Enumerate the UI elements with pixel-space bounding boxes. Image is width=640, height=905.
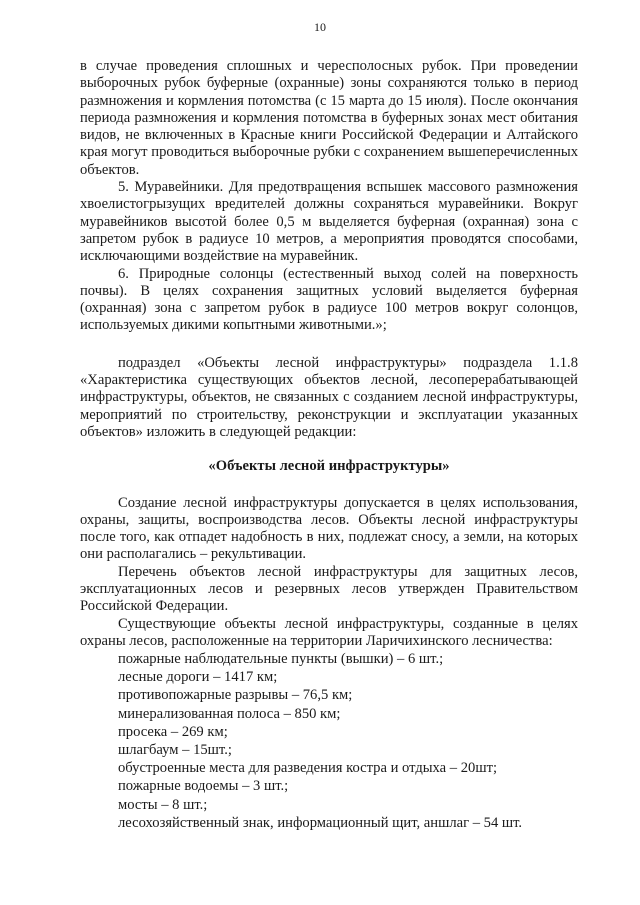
page-number: 10 — [314, 20, 326, 34]
paragraph-anthills: 5. Муравейники. Для предотвращения вспышек массового размножения хвоелистогрызущих вредителей должны сохраняться муравейники. Вокруг муравейников высотой более 0,5 м выделяется буферная (охранная) зона с запретом рубок в радиусе 10 метров, а мероприятия проводятся способами, исключающими воздействие на муравейник. — [80, 179, 578, 265]
paragraph-infrastructure-creation: Создание лесной инфраструктуры допускается в целях использования, охраны, защиты, воспроизводства лесов. Объекты лесной инфраструктуры после того, как отпадет надобность в них, подлежат сносу, а земли, на которых они располагались – рекультивации. — [80, 494, 578, 563]
list-item: лесохозяйственный знак, информационный щит, аншлаг – 54 шт. — [118, 814, 523, 831]
paragraph-subsection-amendment: подраздел «Объекты лесной инфраструктуры» подраздела 1.1.8 «Характеристика существующих объектов лесной, лесоперерабатывающей инфраструктуры, объектов, не связанных с созданием лесной инфраструктуры, мероприятий по строительству, реконструкции и эксплуатации указанных объектов» изложить в следующей редакции: — [80, 354, 578, 440]
document-body — [80, 58, 578, 832]
paragraph-infrastructure-list-approval: Перечень объектов лесной инфраструктуры для защитных лесов, эксплуатационных лесов и резервных лесов утвержден Правительством Российской Федерации. — [80, 563, 578, 615]
list-item: пожарные наблюдательные пункты (вышки) – 6 шт.; — [118, 651, 444, 668]
list-item: минерализованная полоса – 850 км; — [118, 705, 341, 722]
paragraph-salt-licks: 6. Природные солонцы (естественный выход солей на поверхность почвы). В целях сохранения защитных условий выделяется буферная (охранная) зона с запретом рубок в радиусе 100 метров вокруг солонцов, используемых дикими копытными животными.»; — [80, 265, 578, 334]
list-item: мосты – 8 шт.; — [118, 796, 208, 813]
list-item: пожарные водоемы – 3 шт.; — [118, 778, 289, 795]
list-item: шлагбаум – 15шт.; — [118, 742, 232, 759]
list-item: противопожарные разрывы – 76,5 км; — [118, 687, 353, 704]
list-item: лесные дороги – 1417 км; — [118, 669, 278, 686]
paragraph-continuation: в случае проведения сплошных и чересполосных рубок. При проведении выборочных рубок буферные (охранные) зоны сохраняются только в период размножения и кормления потомства (с 15 марта до 15 июля). После окончания периода размножения и кормления потомства в буферных зонах мест обитания видов, не включенных в Красные книги Российской Федерации и Алтайского края могут проводиться выборочные рубки с сохранением вышеперечисленных объектов. — [80, 58, 578, 178]
paragraph-existing-objects: Существующие объекты лесной инфраструктуры, созданные в целях охраны лесов, расположенные на территории Ларичихинского лесничества: — [80, 615, 578, 649]
list-item: обустроенные места для разведения костра и отдыха – 20шт; — [118, 760, 497, 777]
infrastructure-list — [80, 651, 578, 832]
section-heading: «Объекты лесной инфраструктуры» — [208, 458, 450, 475]
list-item: просека – 269 км; — [118, 723, 228, 740]
